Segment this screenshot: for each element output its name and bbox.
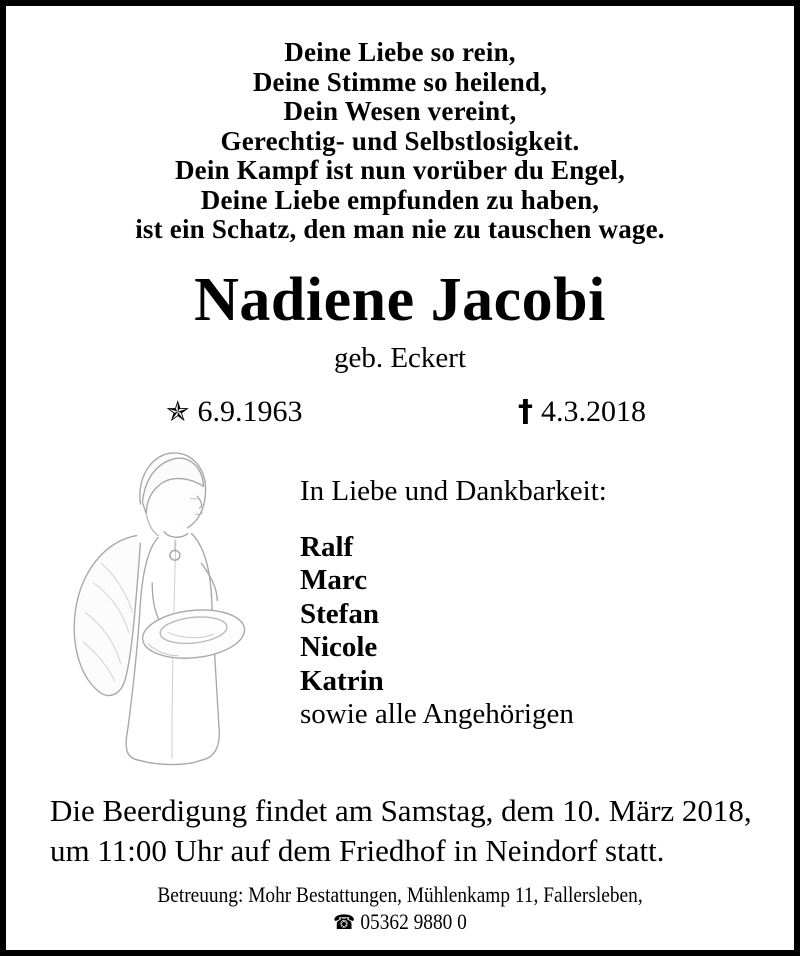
- undertaker-info: Betreuung: Mohr Bestattungen, Mühlenkamp 11, Fallersleben,: [157, 881, 643, 907]
- life-dates: [6, 393, 794, 431]
- birth-star-icon: ✯: [166, 394, 190, 428]
- poem-line: Deine Stimme so heilend,: [252, 66, 548, 97]
- tribute-heading: In Liebe und Dankbarkeit:: [300, 474, 607, 507]
- memorial-poem: [6, 38, 794, 245]
- phone-icon: ☎: [333, 909, 356, 934]
- funeral-info: [6, 791, 794, 871]
- death-date: [518, 393, 646, 431]
- mourner-name: Nicole: [300, 631, 378, 663]
- angel-figurine-illustration: [52, 445, 282, 770]
- mourners-list: [300, 531, 607, 732]
- funeral-line: um 11:00 Uhr auf dem Friedhof in Neindorf statt.: [50, 832, 665, 868]
- poem-line: Dein Kampf ist nun vorüber du Engel,: [174, 155, 626, 185]
- phone-number: 05362 9880 0: [360, 908, 467, 934]
- deceased-name: Nadiene Jacobi: [194, 265, 606, 334]
- tribute-block: [300, 443, 607, 732]
- birth-date-value: 6.9.1963: [197, 394, 303, 428]
- mourner-name: Katrin: [300, 664, 384, 697]
- death-date-value: 4.3.2018: [541, 394, 646, 428]
- mourner-name: Ralf: [300, 530, 354, 563]
- mourner-name: Marc: [300, 564, 368, 596]
- poem-line: ist ein Schatz, den man nie zu tauschen wage.: [135, 214, 665, 244]
- mourner-name: Stefan: [300, 597, 379, 630]
- poem-line: Deine Liebe so rein,: [284, 37, 516, 67]
- poem-line: Dein Wesen vereint,: [283, 96, 517, 126]
- poem-line: Deine Liebe empfunden zu haben,: [200, 184, 600, 215]
- undertaker-phone: [53, 908, 746, 936]
- funeral-line: Die Beerdigung findet am Samstag, dem 10. März 2018,: [50, 792, 752, 828]
- maiden-name: geb. Eckert: [333, 341, 467, 374]
- death-cross-icon: †: [518, 393, 533, 429]
- poem-line: Gerechtig- und Selbstlosigkeit.: [220, 125, 580, 156]
- birth-date: [166, 393, 302, 431]
- mourners-suffix: sowie alle Angehörigen: [300, 698, 574, 730]
- middle-section: [6, 443, 794, 775]
